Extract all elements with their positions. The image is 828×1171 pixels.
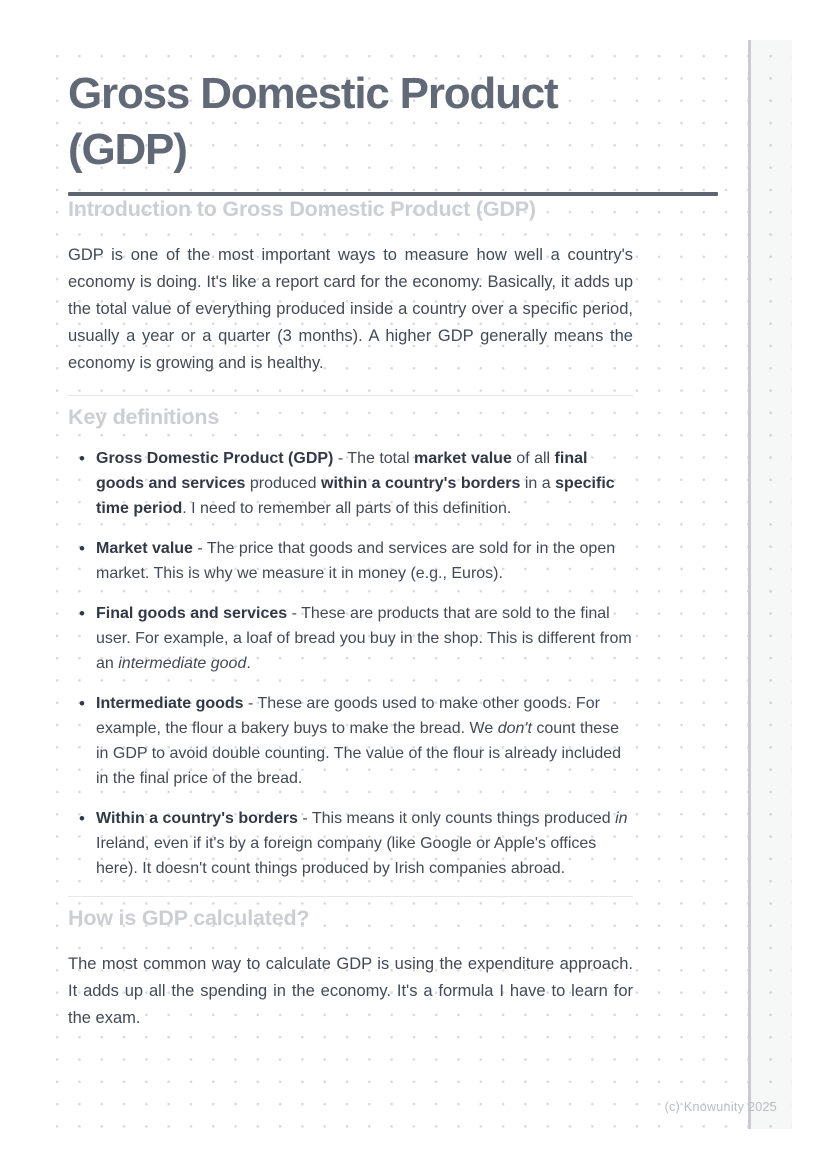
section-heading-intro: Introduction to Gross Domestic Product (GDP) (68, 197, 536, 221)
section-heading-definitions: Key definitions (68, 405, 220, 429)
intro-paragraph: GDP is one of the most important ways to measure how well a country's economy is doing. It's like a report card for the economy. Basically, it adds up the total value of everything produced inside a country over a specific period, usually a year or a quarter (3 months). A higher GDP generally means the economy is growing and is healthy. (68, 246, 633, 372)
note-page-sheet (43, 40, 792, 1129)
page-edge-band (748, 40, 792, 1129)
section-divider (68, 896, 633, 897)
page-content (68, 40, 633, 1032)
list-item-market-value: • Market value - The price that goods and services are sold for in the open market. This is why we measure it in money (e.g., Euros). (68, 536, 633, 586)
list-item-final-goods: • Final goods and services - These are products that are sold to the final user. For example, a loaf of bread you buy in the shop. This is different from an intermediate good. (68, 601, 633, 676)
definitions-list (68, 446, 633, 881)
copyright-note: (c) Knowunity 2025 (664, 1100, 777, 1114)
section-heading-calculation: How is GDP calculated? (68, 906, 310, 930)
section-divider (68, 395, 633, 396)
list-item-intermediate-goods: • Intermediate goods - These are goods used to make other goods. For example, the flour a bakery buys to make the bread. We don't count these in GDP to avoid double counting. The value of the flour is already included in the final price of the bread. (68, 691, 633, 791)
page-title: Gross Domestic Product (GDP) (68, 69, 558, 174)
calculation-paragraph: The most common way to calculate GDP is using the expenditure approach. It adds up all the spending in the economy. It's a formula I have to learn for the exam. (68, 955, 633, 1027)
list-item-gdp: • Gross Domestic Product (GDP) - The total market value of all final goods and services produced within a country's borders in a specific time period. I need to remember all parts of this definition. (68, 446, 633, 521)
list-item-borders: • Within a country's borders - This means it only counts things produced in Ireland, even if it's by a foreign company (like Google or Apple's offices here). It doesn't count things produced by Irish companies abroad. (68, 806, 633, 881)
